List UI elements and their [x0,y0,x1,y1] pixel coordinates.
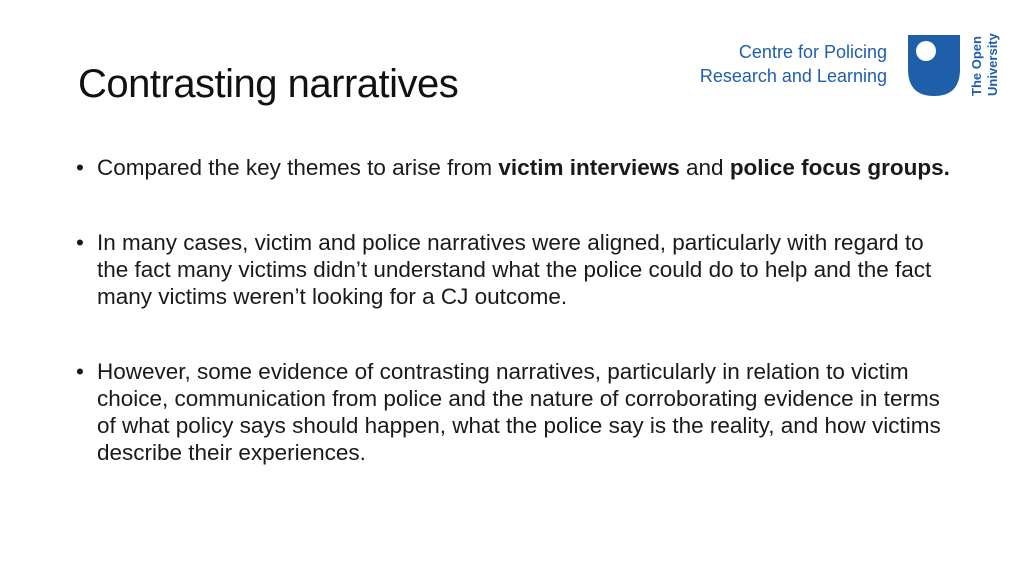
bullet-marker: • [76,230,84,255]
wordmark-line-2: University [985,33,1000,96]
bullet-marker: • [76,155,84,180]
bullet-item [76,229,956,310]
open-university-shield-icon [908,35,960,96]
org-name-line-1: Centre for Policing [738,42,887,62]
bullet-item [76,358,956,466]
bullet-text: In many cases, victim and police narratives were aligned, particularly with regard to the fact many victims didn’t understand what the police could do to help and the fact many victims weren’t looking for a CJ outcome. [97,230,932,309]
bullet-item [76,154,956,181]
bullet-text: Compared the key themes to arise from [97,155,499,180]
org-name [700,40,887,88]
open-university-wordmark [966,30,1006,100]
bullet-list [76,154,956,466]
wordmark-line-1: The Open [969,36,984,96]
bullet-text: However, some evidence of contrasting narratives, particularly in relation to victim choice, communication from police and the nature of corroborating evidence in terms of what policy says should happen, what the police say is the reality, and how victims describe their experiences. [97,359,941,465]
bullet-emphasis: police focus groups. [729,155,950,180]
bullet-emphasis: victim interviews [498,155,680,180]
slide-title: Contrasting narratives [78,62,459,106]
org-name-line-2: Research and Learning [699,66,887,86]
bullet-text: and [679,155,730,180]
bullet-marker: • [76,359,84,384]
